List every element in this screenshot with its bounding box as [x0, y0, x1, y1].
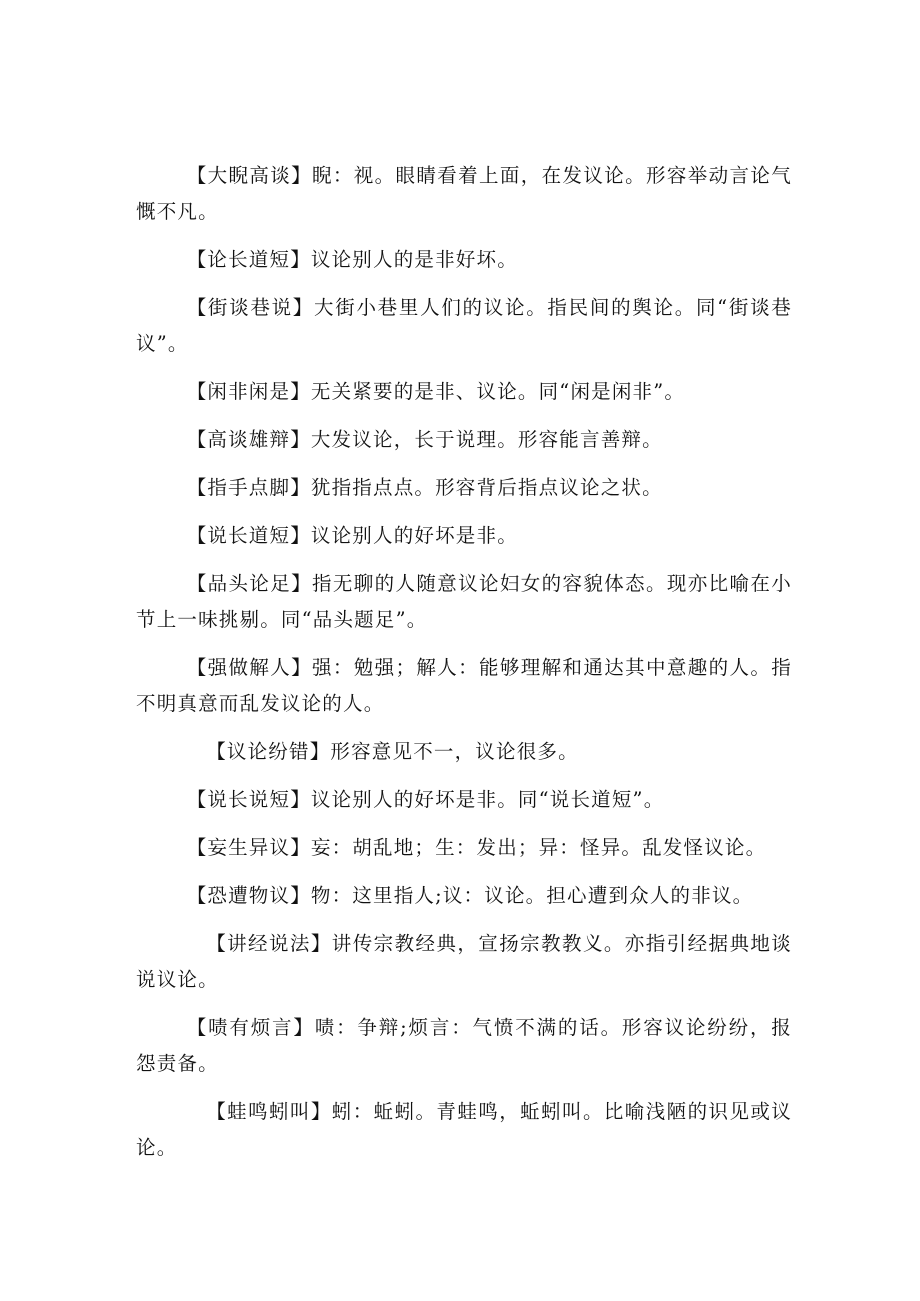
entry	[136, 878, 792, 914]
entry-term: 【啧有烦言】	[186, 1016, 315, 1039]
entry-text: 议论别人的是非好坏。	[310, 248, 518, 271]
entry	[136, 422, 792, 458]
entry-term: 【妄生异议】	[186, 836, 311, 859]
entry-text: 议论别人的好坏是非。	[310, 524, 518, 547]
entry-term: 【街谈巷说】	[186, 296, 315, 319]
entry-term: 【议论纷错】	[206, 740, 331, 763]
entry-term: 【蛙鸣蚓叫】	[206, 1100, 332, 1123]
entry	[136, 926, 792, 998]
entry	[136, 518, 792, 554]
entry	[136, 734, 792, 770]
entry-text: 强：勉强；解人：能够理解和通达其中意趣的人。指不明真意而乱发议论的人。	[136, 656, 792, 715]
entry-term: 【强做解人】	[186, 656, 312, 679]
entry-text: 议论别人的好坏是非。同“说长道短”。	[310, 788, 665, 811]
entry-term: 【闲非闲是】	[186, 380, 311, 403]
entry-term: 【品头论足】	[186, 572, 312, 595]
entry-text: 物：这里指人;议：议论。担心遭到众人的非议。	[310, 884, 754, 907]
entry-term: 【说长道短】	[186, 524, 311, 547]
entry-text: 妄：胡乱地；生：发出；异：怪异。乱发怪议论。	[310, 836, 767, 859]
entry-term: 【讲经说法】	[206, 932, 332, 955]
entry-term: 【指手点脚】	[186, 476, 311, 499]
entry-text: 无关紧要的是非、议论。同“闲是闲非”。	[310, 380, 686, 403]
entry	[136, 1094, 792, 1166]
entry-term: 【高谈雄辩】	[186, 428, 311, 451]
entry-term: 【论长道短】	[186, 248, 311, 271]
entry	[136, 290, 792, 362]
entry-text: 指无聊的人随意议论妇女的容貌体态。现亦比喻在小节上一味挑剔。同“品头题足”。	[136, 572, 792, 631]
entry-text: 形容意见不一，议论很多。	[330, 740, 579, 763]
entry	[136, 1010, 792, 1082]
entry-text: 睨：视。眼睛看着上面，在发议论。形容举动言论气慨不凡。	[136, 164, 792, 223]
entry-text: 大发议论，长于说理。形容能言善辩。	[310, 428, 663, 451]
entry-term: 【恐遭物议】	[186, 884, 311, 907]
entry	[136, 566, 792, 638]
entry	[136, 830, 792, 866]
entry-text: 犹指指点点。形容背后指点议论之状。	[310, 476, 663, 499]
entry	[136, 470, 792, 506]
entry	[136, 242, 792, 278]
entry-text: 啧：争辩;烦言：气愤不满的话。形容议论纷纷，报怨责备。	[136, 1016, 792, 1075]
entry	[136, 650, 792, 722]
entry-text: 蚓：蚯蚓。青蛙鸣，蚯蚓叫。比喻浅陋的识见或议论。	[136, 1100, 793, 1159]
entry-text: 讲传宗教经典，宣扬宗教教义。亦指引经据典地谈说议论。	[136, 932, 793, 991]
entry-text: 大街小巷里人们的议论。指民间的舆论。同“街谈巷议”。	[136, 296, 793, 355]
entry-term: 【说长说短】	[186, 788, 311, 811]
entry	[136, 374, 792, 410]
entry	[136, 782, 792, 818]
entries-list	[136, 158, 792, 1178]
entry	[136, 158, 792, 230]
entry-term: 【大睨高谈】	[186, 164, 312, 187]
